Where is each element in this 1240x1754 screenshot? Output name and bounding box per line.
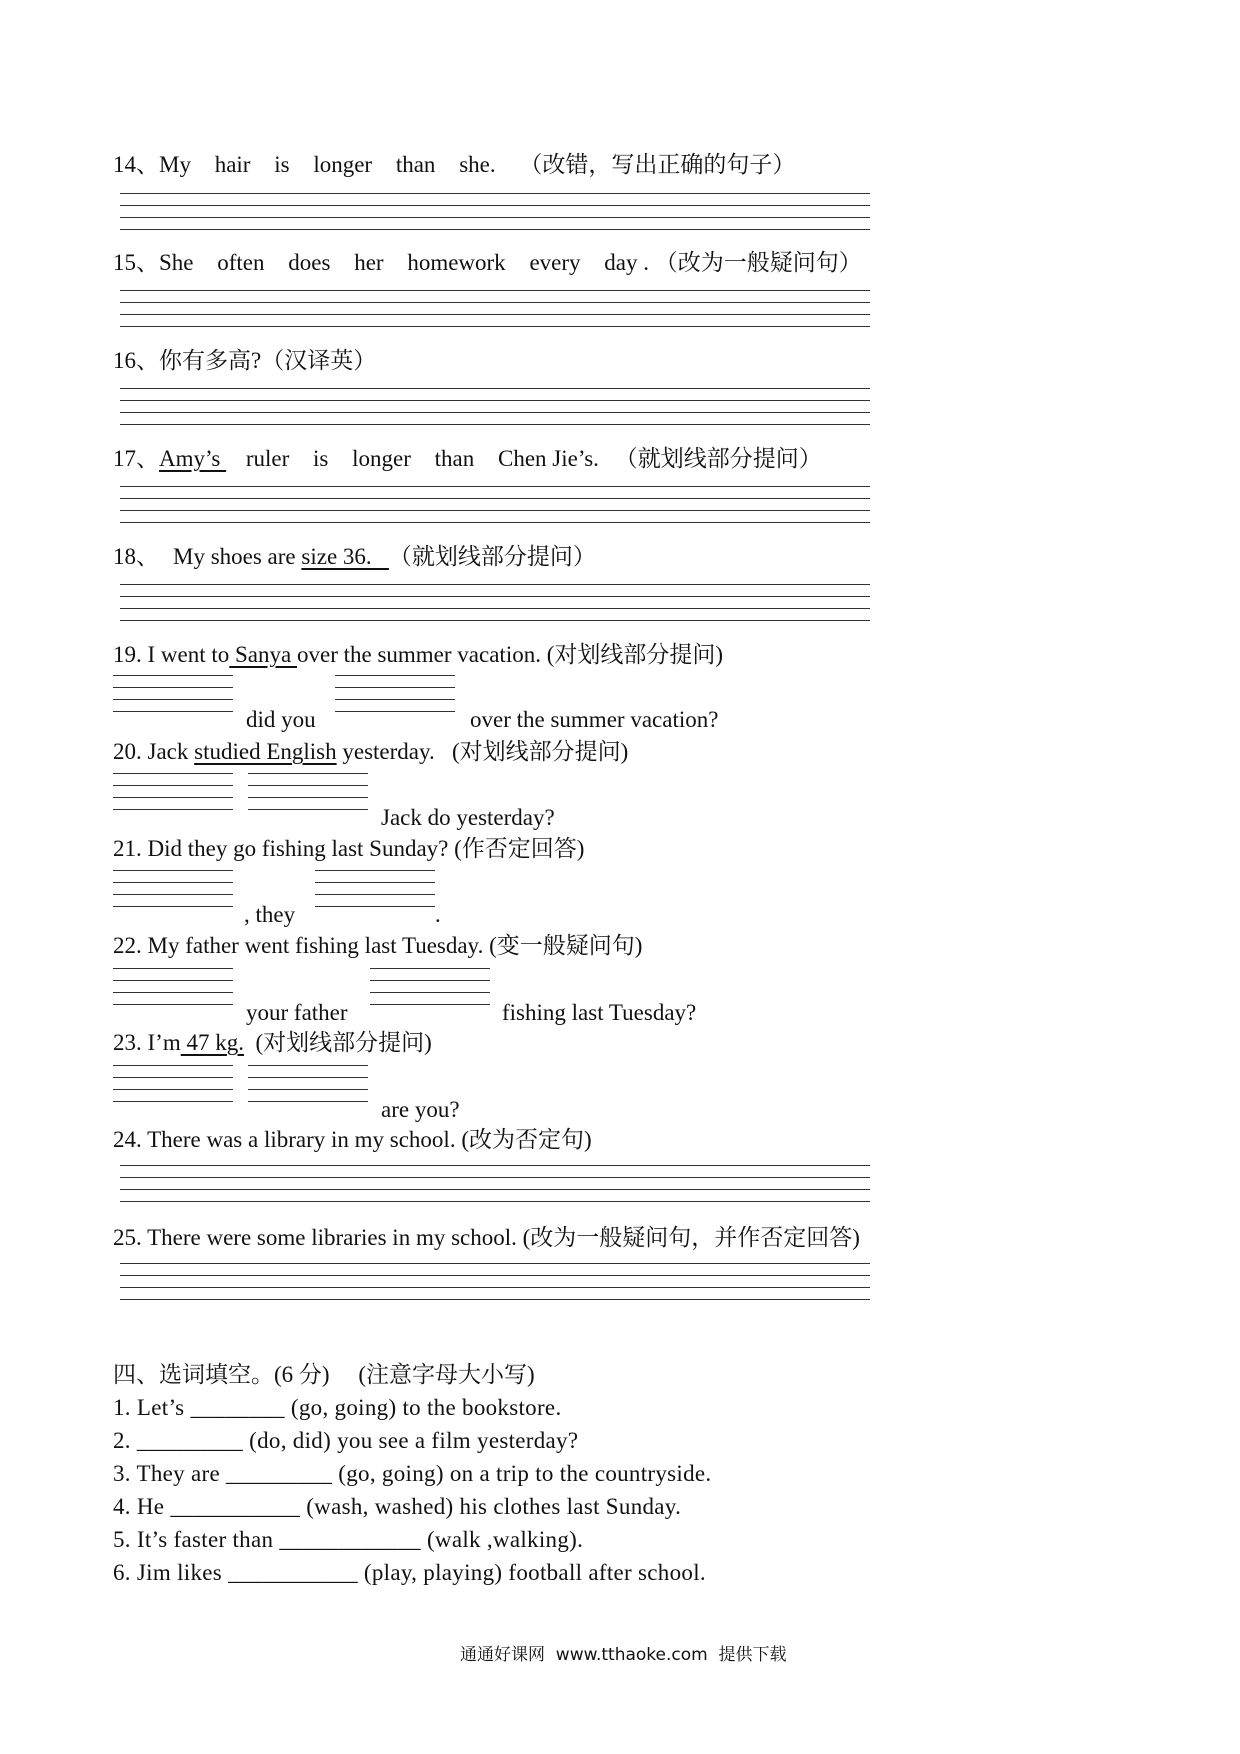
- question-18: 18、 My shoes are size 36. （就划线部分提问）: [113, 544, 596, 569]
- question-number: 15、: [113, 250, 159, 275]
- underlined-part: size 36.: [301, 544, 389, 569]
- underlined-part: Sanya: [229, 642, 297, 667]
- question-22: 22. My father went fishing last Tuesday. (变一般疑问句): [113, 933, 643, 958]
- blank-22-end-text: fishing last Tuesday?: [502, 1000, 697, 1025]
- blank-22a[interactable]: [113, 968, 233, 1016]
- answer-lines-18[interactable]: [120, 584, 870, 632]
- blank-19b[interactable]: [335, 675, 455, 723]
- page-footer: 通通好课网 www.tthaoke.com 提供下载: [460, 1645, 787, 1665]
- question-17: 17、Amy’s ruler is longer than Chen Jie’s. （就划线部分提问）: [113, 446, 822, 471]
- question-15: 15、She often does her homework every day . （改为一般疑问句）: [113, 250, 862, 275]
- fill-item-2: 2. _________ (do, did) you see a film yesterday?: [113, 1428, 579, 1453]
- answer-lines-15[interactable]: [120, 290, 870, 338]
- answer-lines-25[interactable]: [120, 1263, 870, 1311]
- blank-22-middle-text: your father: [246, 1000, 348, 1025]
- blank-20-end-text: Jack do yesterday?: [381, 805, 555, 830]
- blank-23a[interactable]: [113, 1065, 233, 1113]
- question-19: 19. I went to Sanya over the summer vacation. (对划线部分提问): [113, 642, 724, 667]
- question-number: 17、: [113, 446, 159, 471]
- fill-item-4: 4. He ___________ (wash, washed) his clothes last Sunday.: [113, 1494, 682, 1519]
- underlined-part: studied English: [194, 739, 337, 764]
- question-16: 16、你有多高?（汉译英）: [113, 348, 377, 373]
- fill-item-3: 3. They are _________ (go, going) on a trip to the countryside.: [113, 1461, 712, 1486]
- blank-21a[interactable]: [113, 870, 233, 918]
- question-25: 25. There were some libraries in my school. (改为一般疑问句，并作否定回答): [113, 1225, 860, 1250]
- blank-22b[interactable]: [370, 968, 490, 1016]
- blank-21-middle-text: , they: [244, 902, 296, 927]
- question-instruction: （改为一般疑问句）: [654, 250, 862, 275]
- question-number: 18、: [113, 544, 159, 569]
- blank-20a[interactable]: [113, 773, 233, 821]
- question-instruction: （就划线部分提问）: [388, 544, 596, 569]
- blank-23-end-text: are you?: [381, 1097, 460, 1122]
- blank-20b[interactable]: [248, 773, 368, 821]
- question-14: 14、My hair is longer than she. （改错，写出正确的句子）: [113, 152, 796, 177]
- question-number: 14、: [113, 152, 159, 177]
- blank-21b[interactable]: [315, 870, 435, 918]
- answer-lines-14[interactable]: [120, 193, 870, 241]
- blank-23b[interactable]: [248, 1065, 368, 1113]
- question-23: 23. I’m 47 kg. (对划线部分提问): [113, 1030, 432, 1055]
- question-21: 21. Did they go fishing last Sunday? (作否定回答): [113, 836, 585, 861]
- blank-21-end-text: .: [435, 902, 441, 927]
- question-20: 20. Jack studied English yesterday. (对划线部分提问): [113, 739, 629, 764]
- section-4-title: 四、选词填空。(6 分) (注意字母大小写): [113, 1362, 535, 1387]
- fill-item-5: 5. It’s faster than ____________ (walk ,walking).: [113, 1527, 584, 1552]
- underlined-part: 47 kg.: [180, 1030, 244, 1055]
- blank-19a[interactable]: [113, 675, 233, 723]
- blank-19-middle-text: did you: [246, 707, 316, 732]
- fill-item-6: 6. Jim likes ___________ (play, playing) football after school.: [113, 1560, 706, 1585]
- underlined-part: Amy’s: [159, 446, 227, 471]
- answer-lines-24[interactable]: [120, 1165, 870, 1213]
- answer-lines-16[interactable]: [120, 388, 870, 436]
- blank-19-end-text: over the summer vacation?: [470, 707, 719, 732]
- fill-item-1: 1. Let’s ________ (go, going) to the bookstore.: [113, 1395, 562, 1420]
- question-instruction: （就划线部分提问）: [614, 446, 822, 471]
- question-instruction: （改错，写出正确的句子）: [519, 152, 796, 177]
- answer-lines-17[interactable]: [120, 486, 870, 534]
- question-24: 24. There was a library in my school. (改为否定句): [113, 1127, 592, 1152]
